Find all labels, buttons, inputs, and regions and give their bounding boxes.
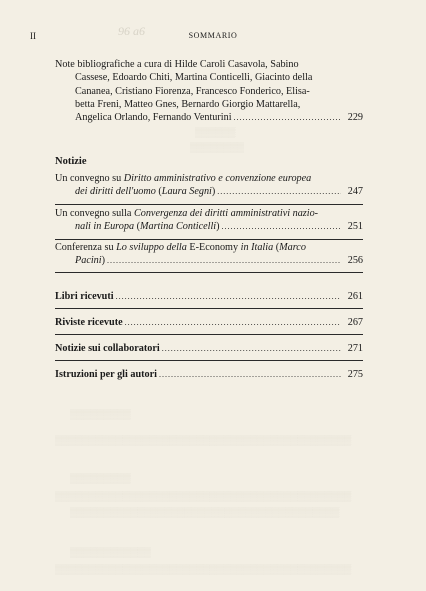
toc-last-line: [55, 111, 363, 124]
toc-entry-notizie-collaboratori: [55, 342, 363, 355]
dot-leader: [162, 342, 341, 355]
divider-rule: [55, 272, 363, 273]
toc-text: nali in Europa (Martina Conticelli): [75, 221, 220, 233]
toc-author: Laura Segni: [161, 186, 212, 198]
dot-leader: [107, 254, 341, 267]
divider-rule: [55, 239, 363, 240]
toc-entry-bibliography: [55, 58, 363, 124]
toc-page-number: 261: [347, 291, 363, 302]
toc-page-number: 256: [347, 255, 363, 267]
toc-page-number: 271: [347, 343, 363, 354]
toc-author: Pacini: [75, 255, 102, 267]
toc-text-line: Cassese, Edoardo Chiti, Martina Conticelli, Giacinto della: [75, 72, 313, 84]
toc-section-label: Notizie sui collaboratori: [55, 343, 160, 354]
divider-rule: [55, 334, 363, 335]
toc-text-line: Note bibliografiche a cura di Hilde Caroli Casavola, Sabino: [55, 59, 299, 70]
toc-text: Conferenza su: [55, 242, 117, 253]
toc-section-label: Riviste ricevute: [55, 317, 123, 328]
toc-text: dei diritti dell'uomo (Laura Segni): [75, 186, 216, 198]
dot-leader: [222, 220, 341, 233]
toc-entry-conferenza-eeconomy: Conferenza su Lo sviluppo della E-Economy in Italia (Marco Pacini) ..... 256: [55, 241, 363, 268]
handwritten-mark: 96 a6: [118, 24, 145, 38]
page-header-title: SOMMARIO: [188, 31, 238, 40]
toc-entry-convegno-convergenza: [55, 207, 363, 234]
toc-author: Martina Conticelli: [140, 221, 217, 233]
toc-text: Un convegno su: [55, 173, 124, 184]
toc-page-number: 229: [347, 112, 363, 124]
page-number: II: [30, 31, 36, 41]
toc-section-label: Libri ricevuti: [55, 291, 114, 302]
dot-leader: [116, 290, 341, 303]
toc-section-label: Istruzioni per gli autori: [55, 369, 157, 380]
toc-entry-libri-ricevuti: [55, 290, 363, 303]
toc-text-line: Angelica Orlando, Fernando Venturini: [75, 112, 232, 124]
toc-entry-convegno-cedu: [55, 172, 363, 199]
toc-text-line: betta Freni, Matteo Gnes, Bernardo Giorgio Mattarella,: [75, 98, 301, 110]
toc-title-italic: Convergenza dei diritti amministrativi nazio-: [133, 208, 319, 219]
show-through-background: ▒▒▒▒▒▒ ▒▒▒▒▒▒▒▒ ▒▒▒▒▒▒▒▒▒ ▒▒▒▒▒▒▒▒▒▒▒▒▒▒▒▒▒▒▒▒▒▒▒▒▒▒▒▒▒▒▒▒▒▒▒▒▒▒▒▒▒▒▒▒ ▒▒▒▒▒▒▒▒▒ ▒▒▒▒▒▒▒▒▒▒▒▒▒▒▒▒▒▒▒▒▒▒▒▒▒▒▒▒▒▒▒▒▒▒▒▒▒▒▒▒▒▒▒▒ ▒▒▒▒▒▒▒▒▒▒▒▒▒▒▒▒▒▒▒▒▒▒▒▒▒▒▒▒▒▒▒▒▒▒▒▒▒▒▒▒ ▒▒▒▒▒▒▒▒▒▒▒▒ ▒▒▒▒▒▒▒▒▒▒▒▒▒▒▒▒▒▒▒▒▒▒▒▒▒▒▒▒▒▒▒▒▒▒▒▒▒▒▒▒▒▒▒▒: [55, 128, 352, 575]
toc-last-line: [55, 220, 363, 233]
toc-page-number: 247: [347, 186, 363, 198]
dot-leader: [234, 111, 341, 124]
dot-leader: [217, 185, 341, 198]
toc-entry-riviste-ricevute: [55, 316, 363, 329]
dot-leader: [125, 316, 341, 329]
divider-rule: [55, 204, 363, 205]
divider-rule: [55, 308, 363, 309]
divider-rule: [55, 360, 363, 361]
toc-title-italic: in Italia: [240, 242, 274, 253]
toc-entry-istruzioni-autori: [55, 368, 363, 381]
toc-title-italic: Lo sviluppo della: [116, 242, 187, 253]
toc-page-number: 267: [347, 317, 363, 328]
toc-text: Pacini): [75, 255, 105, 267]
toc-text-line: Cananea, Cristiano Fiorenza, Francesco Fonderico, Elisa-: [75, 85, 310, 97]
toc-page-number: 275: [347, 369, 363, 380]
toc-page-number: 251: [347, 221, 363, 233]
toc-text: E-Economy: [186, 242, 241, 253]
dot-leader: [159, 368, 341, 381]
toc-title-italic: Diritto amministrativo e convenzione europea: [123, 173, 312, 184]
toc-last-line: [55, 254, 363, 267]
section-heading-notizie: Notizie: [55, 156, 87, 167]
toc-text: Un convegno sulla: [55, 208, 134, 219]
toc-last-line: [55, 185, 363, 198]
toc-author: Marco: [279, 242, 306, 253]
